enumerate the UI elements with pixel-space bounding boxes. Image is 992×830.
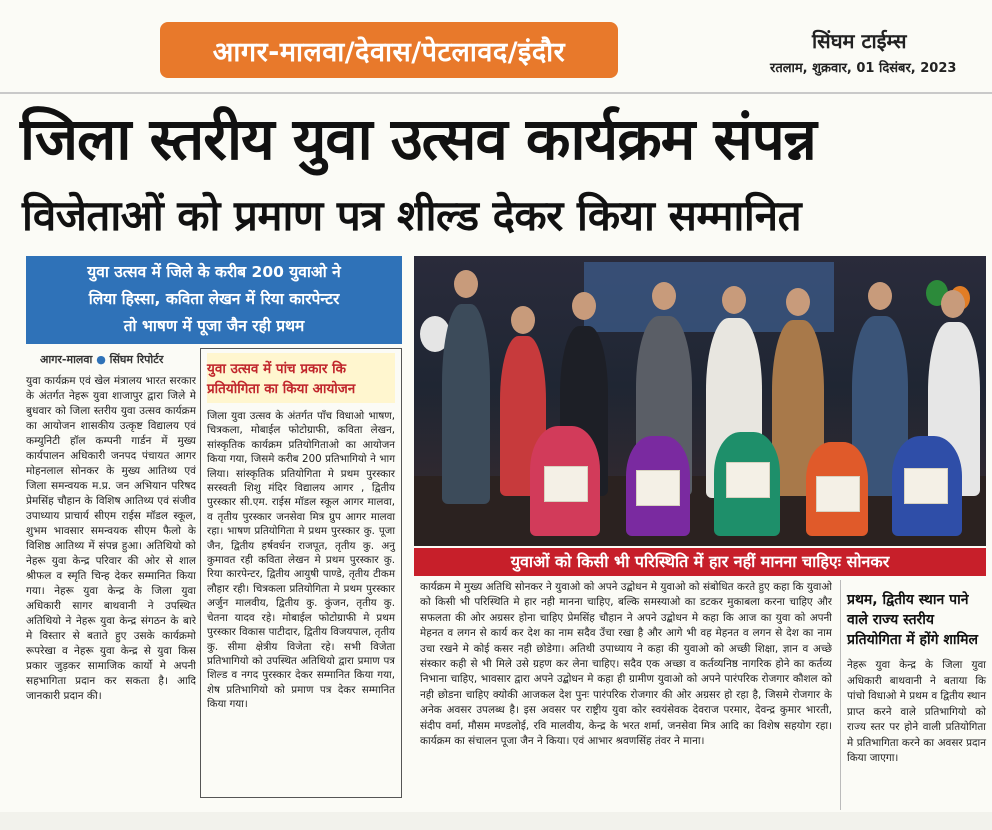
photo-certificate	[904, 468, 948, 504]
photo-person-head	[572, 292, 596, 320]
main-headline: जिला स्तरीय युवा उत्सव कार्यक्रम संपन्न	[20, 105, 816, 173]
masthead: सिंघम टाईम्स	[812, 29, 907, 53]
highlight-line-1: युवा उत्सव में जिले के करीब 200 युवाओ ने	[87, 263, 341, 281]
photo-person-head	[868, 282, 892, 310]
highlight-line-2: लिया हिस्सा, कविता लेखन में रिया कारपेन्टर	[88, 290, 340, 308]
highlight-box	[26, 256, 402, 344]
byline-reporter: सिंघम रिपोर्टर	[109, 353, 164, 366]
competition-sidebar	[200, 348, 402, 798]
dateline: रतलाम, शुक्रवार, 01 दिसंबर, 2023	[770, 61, 957, 76]
byline-place: आगर-मालवा	[40, 353, 93, 366]
photo-person-head	[941, 290, 965, 318]
edition-label: आगर-मालवा/देवास/पेटलावद/इंदौर	[212, 36, 566, 68]
photo-person-head	[454, 270, 478, 298]
right-column-title: प्रथम, द्वितीय स्थान पाने वाले राज्य स्तरीय प्रतियोगिता में होंगे शामिल	[847, 592, 979, 648]
article-column-main: कार्यक्रम मे मुख्य अतिथि सोनकर ने युवाओ को अपने उद्बोधन मे युवाओ को संबोधित करते हुए कहा कि युवाओ को किसी भी परिस्थिति मे हार नही मानना चाहिए, बल्कि समस्याओ का डटकर मुकाबला करना चाहिए और सफलता की ओर अग्रसर होना चाहिए प्रेमसिंह चौहान ने अपने उद्बोधन मे कहा कि आज का युवा को अपनी मेहनत व लगन से कार्य कर देश का नाम सदैव उँचा रखा है और आगे भी वह मेहनत व लगन से देश का नाम उचा रखने मे कोई कसर नही छोडेगा। अतिथी उपाध्याय ने कहा की युवाओ को अच्छी शिक्षा, ज्ञान व अच्छे संस्कार कही से भी मिले उसे ग्रहण कर लेना चाहिए। सदैव एक अच्छा व कर्तव्यनिष्ठ नागरिक होने का कर्तव्य निभाना चाहिए, भावसार द्वारा अपने उद्बोधन मे कहा ही ग्रामीण युवाओ को अपने पारंपरिक रोजगार कौशल को नही छोडना चाहिए क्योकी आजकल देश पुनः पारंपरिक रोजगार की ओर अग्रसर हो रहा है, जिसमे रोजगार के अनेक अवसर उपलब्ध है। इस अवसर पर राष्ट्रीय युवा कोर स्वयंसेवक देवराज परमार, देवन्द्र कुमार भारती, संदीप वर्मा, मौसम मण्डलोई, रवि मालवीय, केन्द्र के भरत शर्मा, जनसेवा मित्र आदि का विशेष सहयोग रहा। कार्यक्रम का संचालन पूजा जैन ने किया। एवं आभार श्रवणसिंह तंवर ने माना।	[420, 581, 832, 748]
byline	[40, 352, 200, 367]
photo-person-head	[722, 286, 746, 314]
divider	[0, 92, 992, 94]
right-column-text: नेहरू युवा केन्द्र के जिला युवा अधिकारी बाथवानी ने बताया कि पांचो विधाओ मे प्रथम व द्वितीय स्थान प्राप्त करने वाले प्रतिभागियो को राज्य स्तर पर होने वाली प्रतियोगिता मे प्रतिभागिता करने का अवसर प्रदान किया जाएगा।	[847, 659, 986, 764]
sub-headline: विजेताओं को प्रमाण पत्र शील्ड देकर किया सम्मानित	[22, 191, 802, 240]
sidebar-title: युवा उत्सव में पांच प्रकार कि प्रतियोगिता का किया आयोजन	[207, 353, 395, 403]
page-footer-strip	[0, 812, 992, 830]
photo-certificate	[544, 466, 588, 502]
article-column-1: युवा कार्यक्रम एवं खेल मंत्रालय भारत सरकार के अंतर्गत नेहरू युवा शाजापुर द्वारा जिले मे बुधवार को जिला स्तरीय युवा उत्सव कार्यक्रम का आयोजन शासकीय उत्कृष्ट विद्यालय एवं कम्युनिटी हॉल कम्पनी गार्डन में मुख्य कार्यपालन अधिकारी जनपद पंचायत आगर मोहनलाल सोनकर के मुख्य आतिथ्य एवं जिला समन्वयक म.प्र. जन अभियान परिषद प्रेमसिंह चौहान के विशिष आतिथ्य एवं संजीव उपाध्याय प्राचार्य सीएम राईस मॉडल स्कूल, शुभम भावसार समन्वयक सीएम फैलो के विशिष्ठ आतिथ्य में संपन्न हुआ। अतिथियो को नेहरू युवा केन्द्र परिवार की ओर से शाल श्रीफल व स्मृति चिन्ह देकर सम्मानित किया गया। नेहरू युवा केन्द्र के जिला युवा अधिकारी सागर बाथवानी ने उपस्थित अतिथियो ने नेहरू युवा केन्द्र संगठन के बारे मे विस्तार से बताते हुए उसके कार्यक्रमो रूपरेखा व नेहरू युवा केन्द्र से युवा किस प्रकार जुड़कर सामाजिक कार्यो मे अपनी सहभागिता प्रदान कर सकता है। आदि जानकारी प्रदान की।	[26, 375, 196, 702]
edition-banner	[160, 22, 618, 78]
state-level-sidebar	[840, 580, 986, 810]
photo-person-head	[786, 288, 810, 316]
event-photo	[414, 256, 986, 546]
highlight-line-3: तो भाषण में पूजा जैन रही प्रथम	[123, 317, 305, 335]
photo-person-head	[652, 282, 676, 310]
bullet-icon: ●	[96, 353, 110, 366]
photo-certificate	[726, 462, 770, 498]
photo-person-head	[511, 306, 535, 334]
sidebar-text: जिला युवा उत्सव के अंतर्गत पाँच विधाओ भाषण, चित्रकला, मोबाईल फोटोग्राफी, कविता लेखन, सांस्कृतिक कार्यक्रम प्रतियोगिताओ का आयोजन किया गया, जिसमे करीब 200 प्रतिभागियो ने भाग लिया। सांस्कृतिक प्रतियोगिता मे प्रथम पुरस्कार सरस्वती शिशु मंदिर विद्यालय आगर , द्वितीय पुरस्कार सी.एम. राईस मॉडल स्कूल आगर मालवा, व तृतीय पुरस्कार जनसेवा मित्र ग्रुप आगर मालवा रहा। भाषण प्रतियोगिता मे प्रथम पुरस्कार कु. पूजा जैन, द्वितीय हर्षवर्धन राजपूत, तृतीय कु. अनु कुमावत रही कविता लेखन मे प्रथम पुरस्कार कु. रिया कारपेन्टर, द्वितीय आयुषी पाण्डे, तृतीय टीकम लौहार रही। चित्रकला प्रतियोगिता मे प्रथम पुरस्कार अर्जुन मालवीय, द्वितीय कु. कुंजन, तृतीय कु. चेतना यादव रहे। मोबाईल फोटोग्राफी मे प्रथम पुरस्कार विकास पाटीदार, द्वितीय विजयपाल, तृतीय कु. सीमा क्षेत्रीय विजेता रहे। सभी विजेता प्रतिभागियो को उपस्थित अतिथियो द्वारा प्रमाण पत्र शिल्ड व नगद पुरस्कार देकर सम्मानित किया गया, शेष प्रतिभागियो को प्रमाण पत्र देकर सम्मानित किया गया।	[207, 410, 395, 711]
photo-certificate	[816, 476, 860, 512]
photo-person	[442, 304, 490, 504]
photo-certificate	[636, 470, 680, 506]
quote-banner: युवाओं को किसी भी परिस्थिति में हार नहीं मानना चाहिएः सोनकर	[414, 548, 986, 576]
